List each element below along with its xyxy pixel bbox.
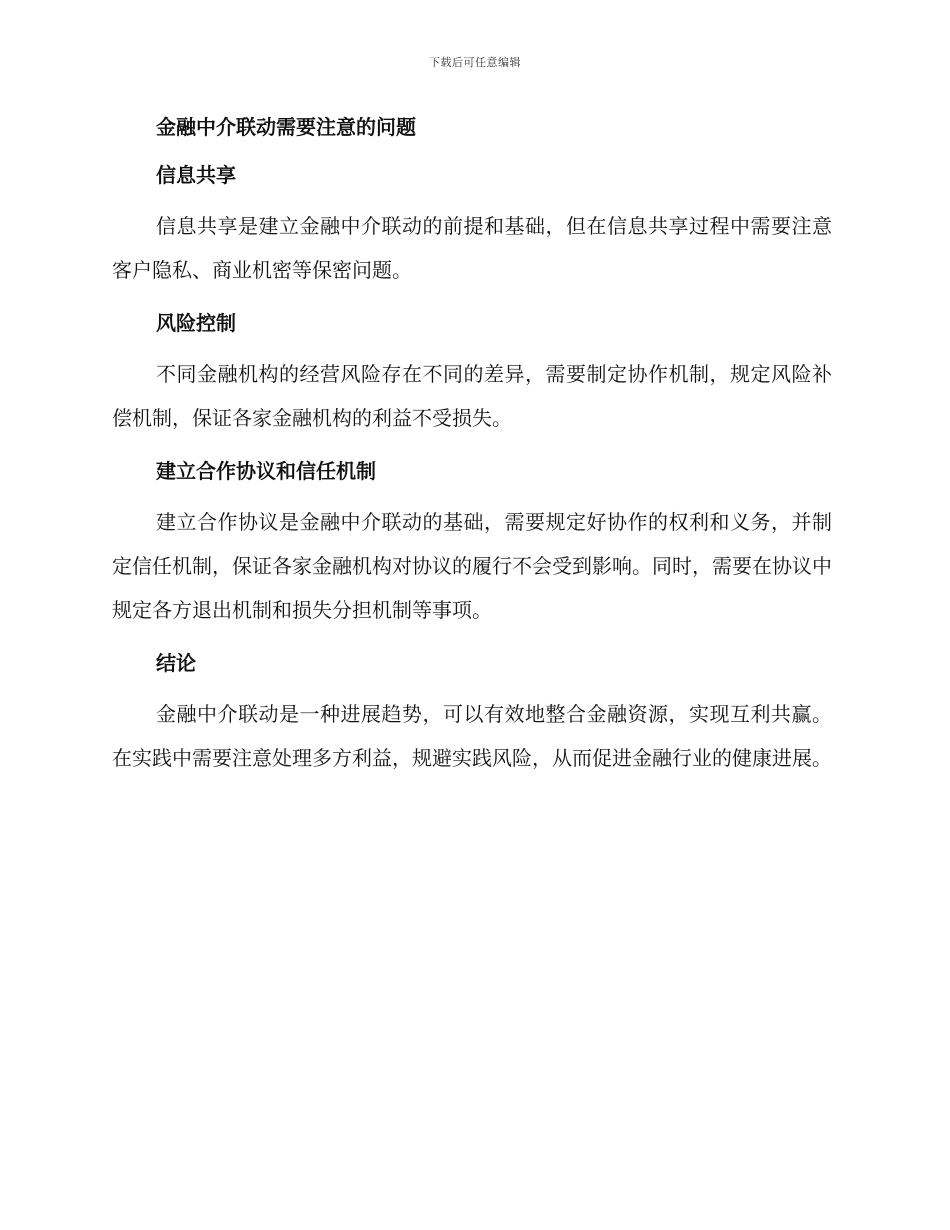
section-heading-info-sharing: 信息共享 [156,163,236,187]
section-paragraph-risk-control: 不同金融机构的经营风险存在不同的差异，需要制定协作机制，规定风险补偿机制，保证各家金融机构的利益不受损失。 [112,362,832,430]
document-title: 金融中介联动需要注意的问题 [156,115,416,139]
header-note: 下载后可任意编辑 [429,56,521,69]
document-body [112,110,832,794]
section-heading-agreement: 建立合作协议和信任机制 [156,459,376,483]
section-paragraph-agreement: 建立合作协议是金融中介联动的基础，需要规定好协作的权利和义务，并制定信任机制，保证各家金融机构对协议的履行不会受到影响。同时，需要在协议中规定各方退出机制和损失分担机制等事项。 [112,510,832,622]
section-paragraph-conclusion: 金融中介联动是一种进展趋势，可以有效地整合金融资源，实现互利共赢。在实践中需要注意处理多方利益，规避实践风险，从而促进金融行业的健康进展。 [112,702,832,770]
section-heading-risk-control: 风险控制 [156,311,236,335]
section-heading-conclusion: 结论 [156,651,196,675]
section-paragraph-info-sharing: 信息共享是建立金融中介联动的前提和基础，但在信息共享过程中需要注意客户隐私、商业机密等保密问题。 [112,214,832,282]
